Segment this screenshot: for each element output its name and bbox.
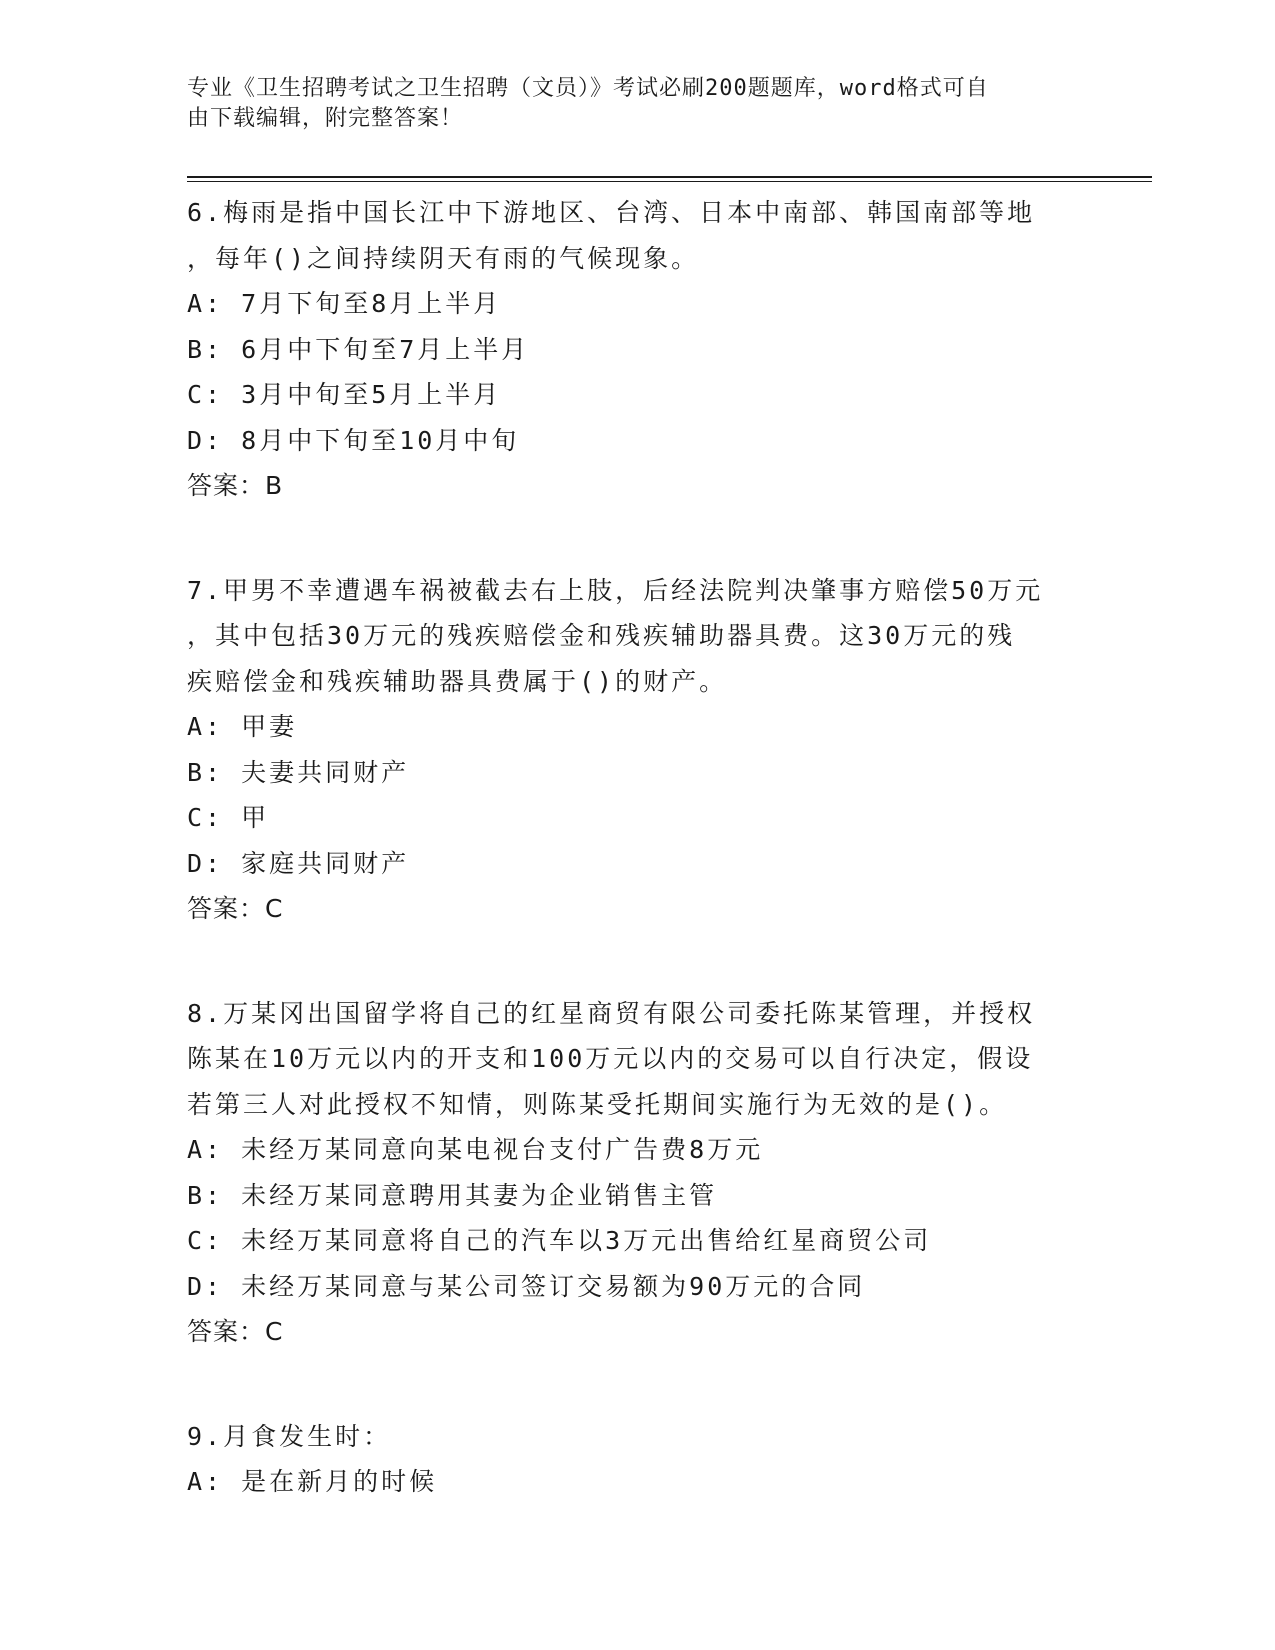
option-b: B: 未经万某同意聘用其妻为企业销售主管 [187, 1180, 718, 1210]
answer-line: 答案：C [187, 894, 284, 923]
question-text-line: ，其中包括30万元的残疾赔偿金和残疾辅助器具费。这30万元的残 [187, 621, 1016, 650]
option-d: D: 8月中下旬至10月中旬 [187, 425, 520, 455]
option-c: C: 未经万某同意将自己的汽车以3万元出售给红星商贸公司 [187, 1226, 932, 1255]
option-a: A: 是在新月的时候 [187, 1467, 438, 1496]
question-text-line: 8.万某冈出国留学将自己的红星商贸有限公司委托陈某管理，并授权 [187, 998, 1036, 1028]
question-7 [187, 568, 1087, 932]
header-divider [187, 176, 1152, 182]
question-text-line: 9.月食发生时： [187, 1421, 392, 1451]
header-line-2: 由下载编辑，附完整答案！ [187, 106, 464, 131]
option-a: A: 未经万某同意向某电视台支付广告费8万元 [187, 1135, 764, 1164]
header-line-1: 专业《卫生招聘考试之卫生招聘（文员）》考试必刷200题题库，word格式可自 [187, 76, 989, 101]
question-8 [187, 991, 1087, 1355]
answer-line: 答案：B [187, 471, 284, 500]
option-b: B: 夫妻共同财产 [187, 757, 410, 787]
option-a: A: 7月下旬至8月上半月 [187, 289, 502, 318]
question-text-line: 7.甲男不幸遭遇车祸被截去右上肢，后经法院判决肇事方赔偿50万元 [187, 575, 1044, 605]
question-text-line: 6.梅雨是指中国长江中下游地区、台湾、日本中南部、韩国南部等地 [187, 198, 1036, 227]
question-text-line: 疾赔偿金和残疾辅助器具费属于()的财产。 [187, 666, 728, 696]
option-a: A: 甲妻 [187, 712, 298, 741]
page-header [187, 74, 1067, 134]
option-c: C: 甲 [187, 803, 270, 832]
question-list [187, 190, 1087, 1564]
question-text-line: ，每年()之间持续阴天有雨的气候现象。 [187, 243, 700, 273]
option-d: D: 家庭共同财产 [187, 848, 410, 878]
question-9 [187, 1414, 1087, 1505]
option-b: B: 6月中下旬至7月上半月 [187, 334, 530, 364]
question-6 [187, 190, 1087, 509]
question-text-line: 若第三人对此授权不知情，则陈某受托期间实施行为无效的是()。 [187, 1089, 1008, 1119]
option-c: C: 3月中旬至5月上半月 [187, 380, 502, 409]
option-d: D: 未经万某同意与某公司签订交易额为90万元的合同 [187, 1271, 866, 1301]
answer-line: 答案：C [187, 1317, 284, 1346]
question-text-line: 陈某在10万元以内的开支和100万元以内的交易可以自行决定，假设 [187, 1044, 1034, 1073]
